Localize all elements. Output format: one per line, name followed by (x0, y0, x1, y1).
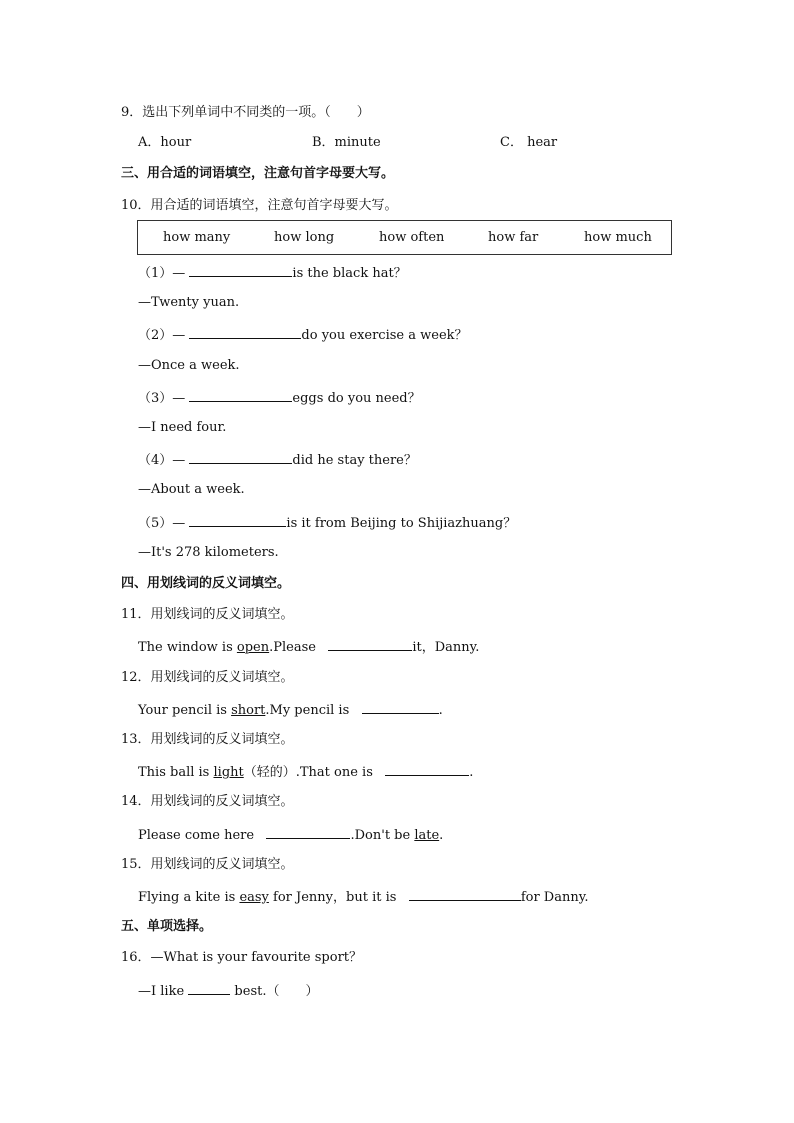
q10-item-1-answer: —Twenty yuan. (138, 295, 240, 310)
underlined-word: easy (239, 890, 269, 905)
q10-item-1: （1）— is the black hat？ (138, 263, 407, 283)
q11-sentence: The window is open.Please it，Danny. (138, 637, 479, 657)
q10-item-2-answer: —Once a week. (138, 358, 240, 373)
q9-stem: 9．选出下列单词中不同类的一项。（ ） (121, 105, 370, 120)
q15-sentence: Flying a kite is easy for Jenny，but it is for Danny. (138, 887, 588, 907)
answer-blank[interactable] (189, 450, 292, 464)
answer-blank[interactable] (328, 637, 412, 651)
section-3-title: 三、用合适的词语填空，注意句首字母要大写。 (121, 166, 395, 181)
q10-item-4: （4）— did he stay there？ (138, 450, 417, 470)
q14-sentence: Please come here .Don't be late. (138, 825, 443, 845)
answer-blank[interactable] (409, 887, 521, 901)
q10-item-5: （5）— is it from Beijing to Shijiazhuang？ (138, 513, 516, 533)
section-5-title: 五、单项选择。 (121, 919, 213, 934)
word-bank (137, 220, 672, 255)
answer-blank[interactable] (188, 981, 230, 995)
q13-sentence: This ball is light（轻的）.That one is . (138, 762, 473, 782)
word-bank-item: how long (274, 230, 335, 245)
q10-item-5-answer: —It's 278 kilometers. (138, 545, 279, 560)
underlined-word: light (213, 765, 244, 780)
underlined-word: late (414, 828, 440, 843)
word-bank-item: how many (163, 230, 231, 245)
q12-stem: 12．用划线词的反义词填空。 (121, 670, 294, 685)
q15-stem: 15．用划线词的反义词填空。 (121, 857, 294, 872)
q9-option-a[interactable]: A．hour (138, 135, 192, 150)
section-4-title: 四、用划线词的反义词填空。 (121, 576, 291, 591)
underlined-word: short (231, 703, 266, 718)
answer-blank[interactable] (189, 513, 286, 527)
q10-item-3-answer: —I need four. (138, 420, 227, 435)
q14-stem: 14．用划线词的反义词填空。 (121, 794, 294, 809)
q9-option-b[interactable]: B．minute (312, 135, 381, 150)
q13-stem: 13．用划线词的反义词填空。 (121, 732, 294, 747)
q9-option-c[interactable]: C． hear (500, 135, 558, 150)
q12-sentence: Your pencil is short.My pencil is . (138, 700, 443, 720)
q10-item-4-answer: —About a week. (138, 482, 245, 497)
answer-blank[interactable] (266, 825, 350, 839)
underlined-word: open (236, 640, 270, 655)
word-bank-item: how often (379, 230, 445, 245)
word-bank-item: how far (488, 230, 539, 245)
q16-sentence: —I like best.（ ） (138, 981, 318, 1001)
q16-stem: 16．—What is your favourite sport？ (121, 950, 363, 965)
answer-blank[interactable] (362, 700, 439, 714)
answer-blank[interactable] (189, 325, 301, 339)
q10-item-3: （3）— eggs do you need？ (138, 388, 421, 408)
q11-stem: 11．用划线词的反义词填空。 (121, 607, 294, 622)
answer-blank[interactable] (189, 388, 292, 402)
q10-item-2: （2）— do you exercise a week？ (138, 325, 468, 345)
q10-stem: 10．用合适的词语填空，注意句首字母要大写。 (121, 198, 398, 213)
answer-blank[interactable] (385, 762, 469, 776)
answer-blank[interactable] (189, 263, 292, 277)
word-bank-item: how much (584, 230, 652, 245)
